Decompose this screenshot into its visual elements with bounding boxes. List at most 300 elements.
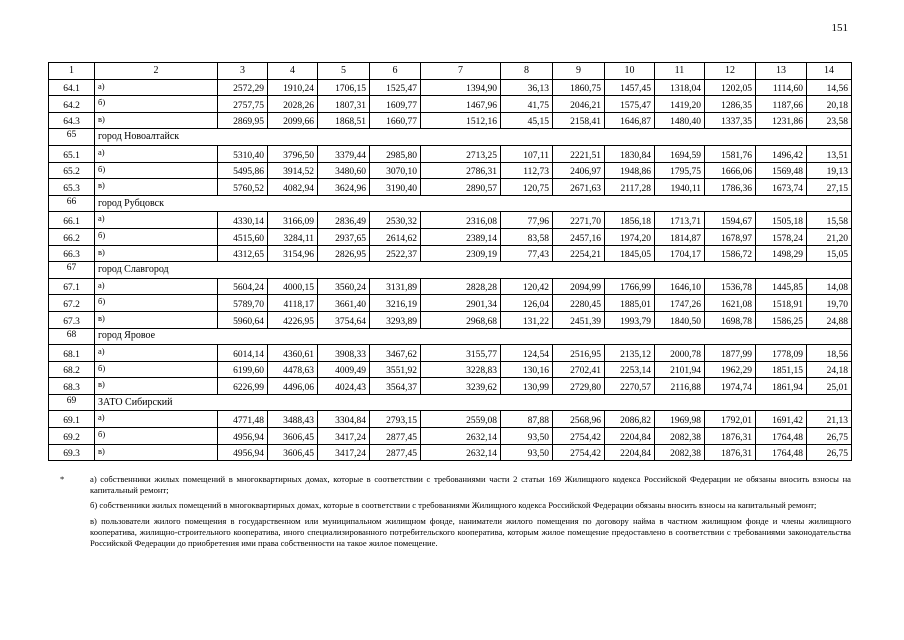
- value-cell: 2046,21: [553, 96, 605, 113]
- row-code: 65.2: [49, 162, 95, 179]
- value-cell: 2082,38: [655, 444, 705, 461]
- value-cell: 1536,78: [705, 278, 756, 295]
- value-cell: 3070,10: [370, 162, 421, 179]
- value-cell: 1876,31: [705, 428, 756, 445]
- value-cell: 4496,06: [268, 378, 318, 395]
- value-cell: 1792,01: [705, 411, 756, 428]
- value-cell: 2204,84: [605, 444, 655, 461]
- row-code: 66.1: [49, 212, 95, 229]
- value-cell: 3228,83: [421, 361, 501, 378]
- value-cell: 77,96: [501, 212, 553, 229]
- value-cell: 1993,79: [605, 311, 655, 328]
- value-cell: 112,73: [501, 162, 553, 179]
- table-row: [49, 378, 852, 395]
- value-cell: 1467,96: [421, 96, 501, 113]
- value-cell: 93,50: [501, 444, 553, 461]
- footnote-c: в) пользователи жилого помещения в государственном или муниципальном жилищном фонде, наниматели жилого помещения по договору найма в частном жилищном фонде и члены жилищного кооператива, жилищно-строительного кооператива, иного специализированного потребительского кооператива, которым жилое помещение предоставлено в соответствии с требованиями законодательства Российской Федерации до приобретения ими права собственности на такое жилое помещение.: [90, 515, 851, 549]
- row-code: 64.1: [49, 79, 95, 96]
- value-cell: 2316,08: [421, 212, 501, 229]
- city-name: город Новоалтайск: [95, 129, 852, 146]
- value-cell: 1969,98: [655, 411, 705, 428]
- value-cell: 1856,18: [605, 212, 655, 229]
- value-cell: 2406,97: [553, 162, 605, 179]
- value-cell: 1698,78: [705, 311, 756, 328]
- row-category: б): [95, 295, 218, 312]
- value-cell: 1646,10: [655, 278, 705, 295]
- value-cell: 14,56: [807, 79, 852, 96]
- col-header-4: 4: [268, 63, 318, 80]
- value-cell: 1861,94: [756, 378, 807, 395]
- city-header-row: [49, 129, 852, 146]
- value-cell: 130,99: [501, 378, 553, 395]
- value-cell: 77,43: [501, 245, 553, 262]
- table-row: [49, 79, 852, 96]
- value-cell: 3624,96: [318, 179, 370, 196]
- row-code: 66.2: [49, 228, 95, 245]
- table-row: [49, 444, 852, 461]
- value-cell: 2451,39: [553, 311, 605, 328]
- row-category: а): [95, 145, 218, 162]
- value-cell: 6226,99: [218, 378, 268, 395]
- value-cell: 4771,48: [218, 411, 268, 428]
- col-header-14: 14: [807, 63, 852, 80]
- value-cell: 2754,42: [553, 428, 605, 445]
- value-cell: 4009,49: [318, 361, 370, 378]
- value-cell: 1318,04: [655, 79, 705, 96]
- value-cell: 1586,72: [705, 245, 756, 262]
- value-cell: 3216,19: [370, 295, 421, 312]
- value-cell: 1678,97: [705, 228, 756, 245]
- value-cell: 2632,14: [421, 428, 501, 445]
- table-row: [49, 96, 852, 113]
- value-cell: 1814,87: [655, 228, 705, 245]
- row-category: в): [95, 311, 218, 328]
- value-cell: 1609,77: [370, 96, 421, 113]
- col-header-6: 6: [370, 63, 421, 80]
- value-cell: 1575,47: [605, 96, 655, 113]
- value-cell: 15,58: [807, 212, 852, 229]
- value-cell: 1512,16: [421, 112, 501, 129]
- table-row: [49, 411, 852, 428]
- value-cell: 1766,99: [605, 278, 655, 295]
- value-cell: 126,04: [501, 295, 553, 312]
- value-cell: 2082,38: [655, 428, 705, 445]
- value-cell: 1786,36: [705, 179, 756, 196]
- value-cell: 1394,90: [421, 79, 501, 96]
- value-cell: 4082,94: [268, 179, 318, 196]
- city-header-row: [49, 195, 852, 212]
- city-code: 67: [49, 262, 95, 279]
- col-header-10: 10: [605, 63, 655, 80]
- value-cell: 2968,68: [421, 311, 501, 328]
- value-cell: 3564,37: [370, 378, 421, 395]
- value-cell: 1851,15: [756, 361, 807, 378]
- value-cell: 4312,65: [218, 245, 268, 262]
- value-cell: 131,22: [501, 311, 553, 328]
- row-code: 65.3: [49, 179, 95, 196]
- tariff-table: [48, 62, 852, 461]
- value-cell: 27,15: [807, 179, 852, 196]
- row-category: а): [95, 278, 218, 295]
- value-cell: 1202,05: [705, 79, 756, 96]
- value-cell: 3293,89: [370, 311, 421, 328]
- col-header-9: 9: [553, 63, 605, 80]
- value-cell: 1877,99: [705, 345, 756, 362]
- row-code: 68.3: [49, 378, 95, 395]
- row-category: в): [95, 444, 218, 461]
- value-cell: 2254,21: [553, 245, 605, 262]
- value-cell: 2094,99: [553, 278, 605, 295]
- city-name: город Рубцовск: [95, 195, 852, 212]
- value-cell: 87,88: [501, 411, 553, 428]
- value-cell: 1691,42: [756, 411, 807, 428]
- value-cell: 4956,94: [218, 428, 268, 445]
- row-category: б): [95, 428, 218, 445]
- value-cell: 3239,62: [421, 378, 501, 395]
- value-cell: 1666,06: [705, 162, 756, 179]
- table-row: [49, 311, 852, 328]
- value-cell: 4478,63: [268, 361, 318, 378]
- col-header-3: 3: [218, 63, 268, 80]
- city-code: 69: [49, 394, 95, 411]
- value-cell: 3480,60: [318, 162, 370, 179]
- city-header-row: [49, 328, 852, 345]
- table-row: [49, 228, 852, 245]
- value-cell: 1673,74: [756, 179, 807, 196]
- value-cell: 2389,14: [421, 228, 501, 245]
- table-row: [49, 245, 852, 262]
- value-cell: 2135,12: [605, 345, 655, 362]
- value-cell: 19,70: [807, 295, 852, 312]
- footnotes: [48, 474, 851, 553]
- value-cell: 2530,32: [370, 212, 421, 229]
- value-cell: 3754,64: [318, 311, 370, 328]
- value-cell: 2116,88: [655, 378, 705, 395]
- value-cell: 2901,34: [421, 295, 501, 312]
- value-cell: 45,15: [501, 112, 553, 129]
- value-cell: 26,75: [807, 428, 852, 445]
- value-cell: 1974,20: [605, 228, 655, 245]
- value-cell: 2702,41: [553, 361, 605, 378]
- value-cell: 83,58: [501, 228, 553, 245]
- footnote-b: б) собственники жилых помещений в многоквартирных домах, которые в соответствии с требованиями Жилищного кодекса Российской Федерации обязаны вносить взносы на капитальный ремонт;: [90, 500, 817, 511]
- value-cell: 2559,08: [421, 411, 501, 428]
- value-cell: 1876,31: [705, 444, 756, 461]
- value-cell: 2101,94: [655, 361, 705, 378]
- value-cell: 2568,96: [553, 411, 605, 428]
- city-header-row: [49, 394, 852, 411]
- value-cell: 1962,29: [705, 361, 756, 378]
- column-number-row: [49, 63, 852, 80]
- col-header-13: 13: [756, 63, 807, 80]
- row-category: в): [95, 378, 218, 395]
- value-cell: 1578,24: [756, 228, 807, 245]
- value-cell: 2729,80: [553, 378, 605, 395]
- table-row: [49, 428, 852, 445]
- value-cell: 1747,26: [655, 295, 705, 312]
- value-cell: 21,20: [807, 228, 852, 245]
- value-cell: 5310,40: [218, 145, 268, 162]
- value-cell: 3551,92: [370, 361, 421, 378]
- value-cell: 1694,59: [655, 145, 705, 162]
- value-cell: 1114,60: [756, 79, 807, 96]
- row-code: 64.2: [49, 96, 95, 113]
- value-cell: 3155,77: [421, 345, 501, 362]
- row-category: б): [95, 228, 218, 245]
- value-cell: 2457,16: [553, 228, 605, 245]
- value-cell: 1231,86: [756, 112, 807, 129]
- value-cell: 1974,74: [705, 378, 756, 395]
- city-header-row: [49, 262, 852, 279]
- value-cell: 20,18: [807, 96, 852, 113]
- value-cell: 6014,14: [218, 345, 268, 362]
- row-category: в): [95, 245, 218, 262]
- value-cell: 2671,63: [553, 179, 605, 196]
- value-cell: 1445,85: [756, 278, 807, 295]
- value-cell: 1795,75: [655, 162, 705, 179]
- value-cell: 23,58: [807, 112, 852, 129]
- value-cell: 1581,76: [705, 145, 756, 162]
- value-cell: 2309,19: [421, 245, 501, 262]
- value-cell: 25,01: [807, 378, 852, 395]
- value-cell: 2786,31: [421, 162, 501, 179]
- page-number: 151: [831, 22, 848, 34]
- table-row: [49, 295, 852, 312]
- value-cell: 15,05: [807, 245, 852, 262]
- value-cell: 1885,01: [605, 295, 655, 312]
- value-cell: 4515,60: [218, 228, 268, 245]
- value-cell: 3796,50: [268, 145, 318, 162]
- value-cell: 1480,40: [655, 112, 705, 129]
- value-cell: 2221,51: [553, 145, 605, 162]
- value-cell: 3661,40: [318, 295, 370, 312]
- city-name: город Яровое: [95, 328, 852, 345]
- row-category: б): [95, 361, 218, 378]
- city-name: город Славгород: [95, 262, 852, 279]
- value-cell: 3379,44: [318, 145, 370, 162]
- value-cell: 1830,84: [605, 145, 655, 162]
- value-cell: 120,42: [501, 278, 553, 295]
- table-row: [49, 212, 852, 229]
- table-row: [49, 112, 852, 129]
- value-cell: 3908,33: [318, 345, 370, 362]
- value-cell: 1646,87: [605, 112, 655, 129]
- value-cell: 3914,52: [268, 162, 318, 179]
- value-cell: 1496,42: [756, 145, 807, 162]
- row-code: 69.3: [49, 444, 95, 461]
- value-cell: 2877,45: [370, 444, 421, 461]
- value-cell: 1525,47: [370, 79, 421, 96]
- value-cell: 2158,41: [553, 112, 605, 129]
- value-cell: 2713,25: [421, 145, 501, 162]
- value-cell: 1868,51: [318, 112, 370, 129]
- value-cell: 2271,70: [553, 212, 605, 229]
- value-cell: 2614,62: [370, 228, 421, 245]
- row-category: а): [95, 79, 218, 96]
- value-cell: 1505,18: [756, 212, 807, 229]
- value-cell: 24,18: [807, 361, 852, 378]
- value-cell: 3154,96: [268, 245, 318, 262]
- value-cell: 5760,52: [218, 179, 268, 196]
- value-cell: 4330,14: [218, 212, 268, 229]
- value-cell: 4360,61: [268, 345, 318, 362]
- value-cell: 2028,26: [268, 96, 318, 113]
- value-cell: 5960,64: [218, 311, 268, 328]
- value-cell: 3166,09: [268, 212, 318, 229]
- row-code: 67.2: [49, 295, 95, 312]
- row-code: 68.1: [49, 345, 95, 362]
- value-cell: 2522,37: [370, 245, 421, 262]
- value-cell: 2280,45: [553, 295, 605, 312]
- row-category: в): [95, 112, 218, 129]
- value-cell: 5789,70: [218, 295, 268, 312]
- value-cell: 41,75: [501, 96, 553, 113]
- value-cell: 1948,86: [605, 162, 655, 179]
- value-cell: 120,75: [501, 179, 553, 196]
- city-name: ЗАТО Сибирский: [95, 394, 852, 411]
- value-cell: 1498,29: [756, 245, 807, 262]
- value-cell: 2985,80: [370, 145, 421, 162]
- value-cell: 2836,49: [318, 212, 370, 229]
- value-cell: 3560,24: [318, 278, 370, 295]
- value-cell: 1713,71: [655, 212, 705, 229]
- value-cell: 36,13: [501, 79, 553, 96]
- table-body: [49, 79, 852, 461]
- row-code: 65.1: [49, 145, 95, 162]
- value-cell: 1586,25: [756, 311, 807, 328]
- value-cell: 1764,48: [756, 428, 807, 445]
- col-header-11: 11: [655, 63, 705, 80]
- col-header-7: 7: [421, 63, 501, 80]
- value-cell: 3467,62: [370, 345, 421, 362]
- value-cell: 3417,24: [318, 428, 370, 445]
- city-code: 66: [49, 195, 95, 212]
- value-cell: 1845,05: [605, 245, 655, 262]
- value-cell: 4024,43: [318, 378, 370, 395]
- value-cell: 93,50: [501, 428, 553, 445]
- row-code: 69.2: [49, 428, 95, 445]
- row-code: 64.3: [49, 112, 95, 129]
- value-cell: 2099,66: [268, 112, 318, 129]
- value-cell: 1594,67: [705, 212, 756, 229]
- value-cell: 2754,42: [553, 444, 605, 461]
- value-cell: 4000,15: [268, 278, 318, 295]
- value-cell: 1860,75: [553, 79, 605, 96]
- value-cell: 1660,77: [370, 112, 421, 129]
- value-cell: 1337,35: [705, 112, 756, 129]
- table-row: [49, 361, 852, 378]
- row-category: б): [95, 96, 218, 113]
- table-row: [49, 278, 852, 295]
- row-category: в): [95, 179, 218, 196]
- value-cell: 24,88: [807, 311, 852, 328]
- value-cell: 19,13: [807, 162, 852, 179]
- value-cell: 1569,48: [756, 162, 807, 179]
- value-cell: 4956,94: [218, 444, 268, 461]
- value-cell: 2828,28: [421, 278, 501, 295]
- value-cell: 1910,24: [268, 79, 318, 96]
- value-cell: 2253,14: [605, 361, 655, 378]
- value-cell: 107,11: [501, 145, 553, 162]
- value-cell: 124,54: [501, 345, 553, 362]
- value-cell: 3488,43: [268, 411, 318, 428]
- value-cell: 1518,91: [756, 295, 807, 312]
- value-cell: 6199,60: [218, 361, 268, 378]
- value-cell: 4226,95: [268, 311, 318, 328]
- value-cell: 2117,28: [605, 179, 655, 196]
- value-cell: 1778,09: [756, 345, 807, 362]
- footnote-asterisk: *: [60, 474, 65, 484]
- value-cell: 5604,24: [218, 278, 268, 295]
- value-cell: 3606,45: [268, 428, 318, 445]
- value-cell: 2757,75: [218, 96, 268, 113]
- row-category: а): [95, 212, 218, 229]
- value-cell: 1764,48: [756, 444, 807, 461]
- city-code: 65: [49, 129, 95, 146]
- row-code: 68.2: [49, 361, 95, 378]
- value-cell: 130,16: [501, 361, 553, 378]
- value-cell: 2204,84: [605, 428, 655, 445]
- value-cell: 5495,86: [218, 162, 268, 179]
- footnote-a: а) собственники жилых помещений в многоквартирных домах, которые в соответствии с требованиями части 2 статьи 169 Жилищного кодекса Российской Федерации не обязаны вносить взносы на капитальный ремонт;: [90, 474, 851, 496]
- value-cell: 1419,20: [655, 96, 705, 113]
- value-cell: 1840,50: [655, 311, 705, 328]
- value-cell: 2516,95: [553, 345, 605, 362]
- value-cell: 14,08: [807, 278, 852, 295]
- city-code: 68: [49, 328, 95, 345]
- table-row: [49, 345, 852, 362]
- row-code: 69.1: [49, 411, 95, 428]
- row-code: 66.3: [49, 245, 95, 262]
- value-cell: 2869,95: [218, 112, 268, 129]
- col-header-8: 8: [501, 63, 553, 80]
- value-cell: 1621,08: [705, 295, 756, 312]
- value-cell: 3284,11: [268, 228, 318, 245]
- value-cell: 1286,35: [705, 96, 756, 113]
- row-code: 67.3: [49, 311, 95, 328]
- value-cell: 2632,14: [421, 444, 501, 461]
- value-cell: 2086,82: [605, 411, 655, 428]
- value-cell: 2270,57: [605, 378, 655, 395]
- col-header-5: 5: [318, 63, 370, 80]
- value-cell: 2572,29: [218, 79, 268, 96]
- row-category: б): [95, 162, 218, 179]
- value-cell: 1187,66: [756, 96, 807, 113]
- value-cell: 1706,15: [318, 79, 370, 96]
- value-cell: 4118,17: [268, 295, 318, 312]
- value-cell: 2826,95: [318, 245, 370, 262]
- value-cell: 1457,45: [605, 79, 655, 96]
- value-cell: 3190,40: [370, 179, 421, 196]
- row-code: 67.1: [49, 278, 95, 295]
- value-cell: 2937,65: [318, 228, 370, 245]
- table-row: [49, 179, 852, 196]
- table-row: [49, 145, 852, 162]
- row-category: а): [95, 411, 218, 428]
- value-cell: 13,51: [807, 145, 852, 162]
- value-cell: 26,75: [807, 444, 852, 461]
- value-cell: 2793,15: [370, 411, 421, 428]
- value-cell: 18,56: [807, 345, 852, 362]
- value-cell: 2000,78: [655, 345, 705, 362]
- value-cell: 2890,57: [421, 179, 501, 196]
- value-cell: 3417,24: [318, 444, 370, 461]
- table-row: [49, 162, 852, 179]
- col-header-1: 1: [49, 63, 95, 80]
- value-cell: 21,13: [807, 411, 852, 428]
- value-cell: 2877,45: [370, 428, 421, 445]
- value-cell: 3131,89: [370, 278, 421, 295]
